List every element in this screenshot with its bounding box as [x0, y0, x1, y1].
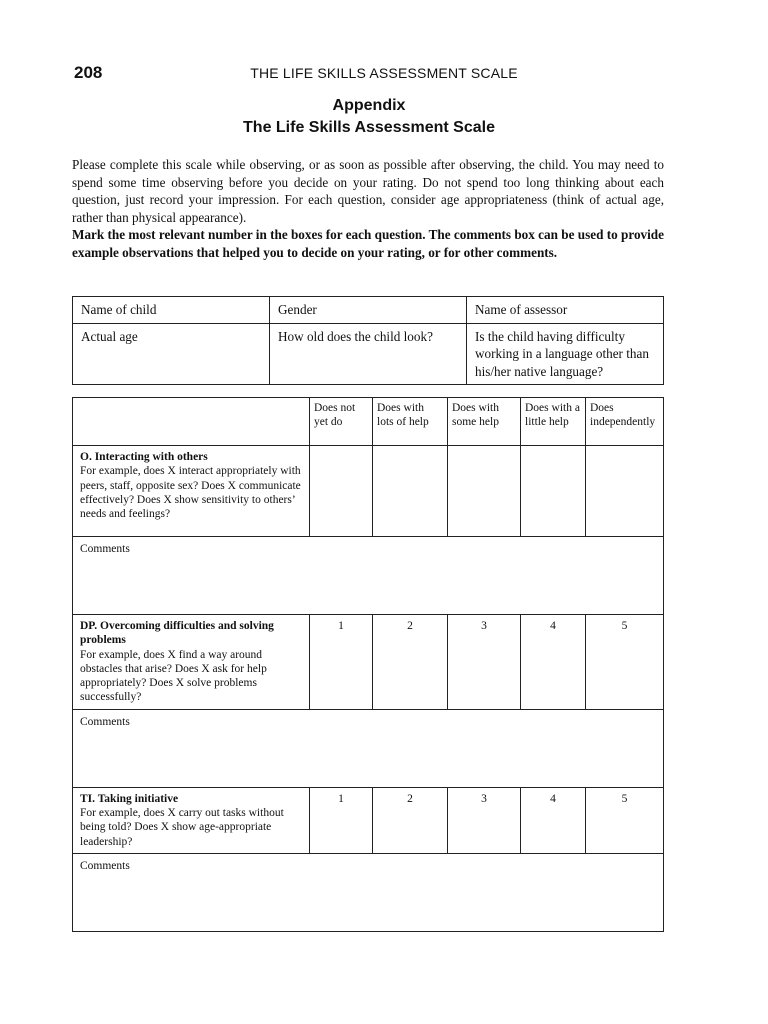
header-little-help: Does with a little help: [521, 398, 586, 446]
question-text: For example, does X find a way around obstacles that arise? Does X ask for help appropriately? Does X solve problems successfully?: [80, 648, 267, 704]
intro-instruction: Mark the most relevant number in the boxes for each question. The comments box can be used to provide example observations that helped you to decide on your rating, or for other comments.: [72, 227, 664, 260]
question-title: DP. Overcoming difficulties and solving problems: [80, 620, 274, 647]
question-cell: [73, 446, 310, 537]
comments-row-initiative: [73, 853, 664, 931]
gender-field[interactable]: Gender: [270, 297, 467, 324]
looks-age-field[interactable]: How old does the child look?: [270, 323, 467, 385]
question-cell: [73, 787, 310, 853]
question-row-interacting: [73, 446, 664, 537]
score-cell-1[interactable]: 1: [310, 787, 373, 853]
header-blank-cell: [73, 398, 310, 446]
score-cell-1[interactable]: [310, 446, 373, 537]
score-cell-2[interactable]: 2: [373, 787, 448, 853]
score-cell-2[interactable]: [373, 446, 448, 537]
score-cell-4[interactable]: 4: [521, 615, 586, 710]
header-lots-of-help: Does with lots of help: [373, 398, 448, 446]
appendix-title: [0, 95, 738, 139]
score-cell-2[interactable]: 2: [373, 615, 448, 710]
question-title: TI. Taking initiative: [80, 792, 179, 805]
page-number: 208: [74, 63, 103, 82]
actual-age-field[interactable]: Actual age: [73, 323, 270, 385]
running-head: THE LIFE SKILLS ASSESSMENT SCALE: [250, 65, 518, 81]
title-line-appendix: Appendix: [332, 97, 406, 114]
header-independently: Does independently: [586, 398, 664, 446]
child-info-table: [72, 296, 664, 385]
comments-box[interactable]: Comments: [73, 853, 664, 931]
question-row-initiative: [73, 787, 664, 853]
score-cell-5[interactable]: [586, 446, 664, 537]
score-cell-5[interactable]: 5: [586, 615, 664, 710]
score-cell-3[interactable]: [448, 446, 521, 537]
name-of-child-field[interactable]: Name of child: [73, 297, 270, 324]
question-cell: [73, 615, 310, 710]
intro-text: [72, 156, 664, 262]
title-line-scale: The Life Skills Assessment Scale: [243, 119, 495, 136]
intro-paragraph: Please complete this scale while observing, or as soon as possible after observing, the child. You may need to spend some time observing before you decide on your rating. Do not spend too long thinking about each question, just record your impression. For each question, consider age appropriateness (think of actual age, rather than physical appearance).: [72, 157, 664, 225]
score-cell-4[interactable]: [521, 446, 586, 537]
score-cell-5[interactable]: 5: [586, 787, 664, 853]
header-does-not-yet-do: Does not yet do: [310, 398, 373, 446]
score-cell-3[interactable]: 3: [448, 615, 521, 710]
name-of-assessor-field[interactable]: Name of assessor: [467, 297, 664, 324]
comments-box[interactable]: Comments: [73, 709, 664, 787]
comments-box[interactable]: Comments: [73, 537, 664, 615]
scale-header-row: [73, 398, 664, 446]
question-text: For example, does X carry out tasks without being told? Does X show age-appropriate leadership?: [80, 807, 284, 848]
score-cell-1[interactable]: 1: [310, 615, 373, 710]
language-difficulty-field[interactable]: Is the child having difficulty working in a language other than his/her native language?: [467, 323, 664, 385]
question-text: For example, does X interact appropriately with peers, staff, opposite sex? Does X communicate effectively? Does X show sensitivity to others’ needs and feelings?: [80, 465, 301, 521]
comments-row-problem-solving: [73, 709, 664, 787]
question-row-problem-solving: [73, 615, 664, 710]
assessment-scale-table: [72, 397, 664, 932]
score-cell-3[interactable]: 3: [448, 787, 521, 853]
question-title: O. Interacting with others: [80, 451, 208, 463]
score-cell-4[interactable]: 4: [521, 787, 586, 853]
header-some-help: Does with some help: [448, 398, 521, 446]
comments-row-interacting: [73, 537, 664, 615]
